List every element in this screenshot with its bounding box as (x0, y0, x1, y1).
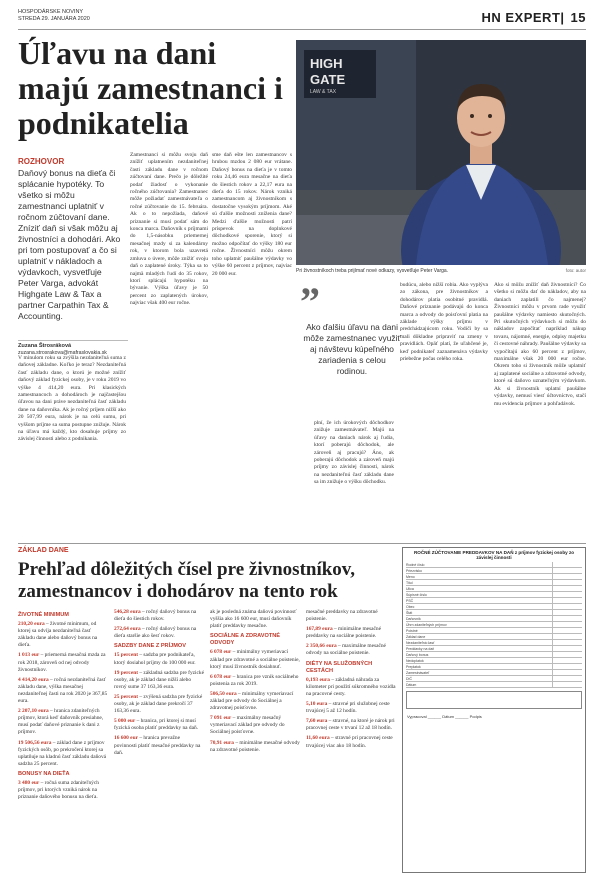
masthead-left (18, 9, 90, 23)
facts-column-4 (306, 609, 396, 871)
fact-item (210, 691, 300, 712)
form-row-field (552, 604, 582, 609)
form-row-label: Základ dane (406, 634, 426, 639)
fact-item (114, 626, 204, 640)
form-signature: Vypracoval ______ Dátum ______ Podpis (407, 713, 482, 719)
fact-text: – ročný daňový bonus na dieťa do šiestich rokov. (114, 609, 197, 623)
facts-heading: ŽIVOTNÉ MINIMUM (18, 612, 69, 618)
fact-text: – základná sadzba pre fyzické osoby, ak je základ dane nižší alebo rovný sume 37 163,36 eura. (114, 669, 204, 690)
form-row-label: DIČ (406, 676, 413, 681)
page-number: 15 (570, 10, 586, 25)
form-row-field (552, 646, 582, 651)
form-row (406, 682, 582, 688)
signature-sign: Podpis (469, 713, 482, 719)
fact-value: 7 091 eur (210, 715, 232, 722)
signature-label: Vypracoval (407, 713, 427, 719)
article-lead: Daňový bonus na dieťa či splácanie hypotéky. To všetko si môžu zamestnanci uplatniť v ročnom zúčtovaní dane. Zníziť daň si však môžu aj živnostníci a dohodári. Ako pri tom postupovať a čo si uplatniť v nákladoch a výdavkoch, vysvetľuje Peter Varga, advokát Highgate Law & Tax a partner Carpathin Tax & Accounting. (18, 168, 121, 321)
fact-text: – životné minimum, od ktorej sa odvíja nezdaniteľná časť základu dane alebo daňový bonus na dieťa. (18, 621, 98, 649)
fact-value: 11,60 eura (306, 735, 330, 742)
form-row-label: PSČ (406, 598, 414, 603)
fact-item (18, 677, 108, 705)
fact-item (306, 718, 396, 732)
fact-item (306, 701, 396, 715)
photo-caption (296, 268, 586, 274)
sign-text-small: LAW & TAX (310, 89, 337, 95)
fact-item (210, 649, 300, 670)
form-row-label: Obec (406, 604, 415, 609)
fact-item (114, 694, 204, 715)
fact-item (114, 718, 204, 732)
article-column-3: sme daň ešte len zamestnancov s hrubou mzdou 2 080 eur vrátane. Daňový bonus na dieťa je v tomto roku 24,46 eura mesačne na dieťa do šiestich rokov a 22,17 eura na dieťa do 15 rokov. Nárok vzniká zamestnancom aj živnostníkom s dostatočne vysokým príjmom. Aké sú ďalšie možnosti zníženia dane? Medzi ďalšie možnosti patrí príspevok na doplnkové dôchodkové sporenie, ktorý si možno odpočítať do výšky 180 eur ročne. Živnostníci môžu okrem toho uplatniť paušálne výdavky vo výške 60 percent z príjmov, najviac 20 000 eur. (212, 152, 292, 277)
fact-text: – stravné, na ktoré je nárok pri pracovnej ceste v trvaní 12 až 18 hodín. (306, 718, 395, 732)
form-row-field (552, 652, 582, 657)
fact-item (306, 626, 396, 640)
form-row-label: Daňový bonus (406, 652, 429, 657)
fact-value: 4 414,20 eura (18, 676, 49, 683)
article-column-6: Ako si môžu znížiť daň živnostníci? Čo všetko si môžu dať do nákladov, aby na daniach zaplatili čo najmenej? Živnostníci môžu v prvom rade využiť paušálne výdavky namiesto skutočných. Pri skutočných výdavkoch si môžu do nákladov započítať napríklad nákup tovaru, nájomné, energie, odpisy majetku či cestovné náhrady. Paušálne výdavky sa vypočítajú ako 60 percent z príjmov, maximálne však 20 000 eur ročne. Okrem toho si živnostník môže uplatniť aj zaplatené sociálne a zdravotné odvody, ktoré sú daňovo uznateľným výdavkom. Ak si živnostník uplatní paušálne výdavky, nemusí viesť účtovníctvo, stačí mu evidencia príjmov a pohľadávok. (494, 282, 586, 407)
form-row-field (552, 622, 582, 627)
fact-value: 546,28 eura (114, 609, 141, 615)
signature-date: Dátum (442, 713, 454, 719)
fact-item (114, 670, 204, 691)
fact-item (18, 740, 108, 768)
byline-email: zuzana.strosrakova@mafraslovakia.sk (18, 350, 107, 356)
fact-text: – sadzba pre podnikateľa, ktorý dosiahol príjmy do 100 000 eur. (114, 652, 196, 666)
form-row-label: Titul (406, 580, 413, 585)
facts-column-1 (18, 609, 108, 871)
facts-heading: DIÉTY NA SLUŽOBNÝCH CESTÁCH (306, 660, 373, 674)
form-row-field (552, 634, 582, 639)
fact-text: – minimálny vymeriavací základ pre odvody do Sociálnej a zdravotnej poisťovne. (210, 690, 294, 712)
fact-text: ak je posledná známa daňová povinnosť vyššia ako 16 600 eur, musí daňovník platiť preddavky mesačne. (210, 609, 297, 630)
sign-text-bottom: GATE (310, 72, 346, 87)
fact-value: 6 078 eur (210, 673, 232, 680)
section-divider (18, 543, 586, 544)
fact-value: 1 013 eur (18, 652, 40, 659)
fact-item (114, 735, 204, 756)
pull-quote: Ako ďalšiu úľavu na dani môže zamestnanec využiť aj návštevu kúpeľného zariadenia s celou rodinou. (303, 322, 401, 376)
form-row-field (552, 598, 582, 603)
form-row-label: Štát (406, 610, 413, 615)
fact-value: 7,60 eura (306, 718, 328, 725)
form-row-field (552, 592, 582, 597)
form-row-label: Preddavky na daň (406, 646, 435, 651)
fact-value: 6 078 eur (210, 649, 232, 656)
form-row-label: Poistné (406, 628, 418, 633)
fact-text: – ročná suma zdaniteľných príjmov, pri ktorých vzniká nárok na priznanie daňového bonusu na dieťa. (18, 779, 99, 801)
form-row-field (552, 682, 582, 687)
fact-item (306, 735, 396, 749)
article-rubric: ROZHOVOR (18, 157, 65, 166)
section-name: HN EXPERT (481, 10, 561, 25)
form-row-label: Zamestnávateľ (406, 670, 430, 675)
form-row-field (552, 562, 582, 567)
form-row-field (552, 586, 582, 591)
fact-value: 5,10 eura (306, 701, 328, 708)
fact-text: – stravné pri služobnej ceste trvajúcej 5 až 12 hodín. (306, 701, 390, 715)
form-row-label: Úhrn zdaniteľných príjmov (406, 622, 447, 627)
fact-text: – priemerná mesačná mzda za rok 2018, zároveň od nej odvody živnostníkov. (18, 652, 106, 673)
sign-text-top: HIGH (310, 56, 343, 71)
article-column-2: Zamestnanci si môžu svoju daň znížiť uplatnením nezdaniteľnej časti základu dane v ročnom zúčtovaní dane. Prečo je dôležité podať žiadosť o vykonanie ročného zúčtovania? Zamestnanec môže požiadať zamestnávateľa o ročné zúčtovanie do 15. februára. Ak o to nepožiada, daňové priznanie si musí podať sám do konca marca. Daňovník s príjmami do 1,5-násobku priemernej mesačnej mzdy si za kalendárny rok, v ktorom bola uzavretá zmluva o úvere, môže znížiť svoju daň o zaplatené úroky. Týka sa to najmä mladých ľudí do 35 rokov, ktorí splácajú hypotéku na bývanie. Výška úľavy je 50 percent zo zaplatených úrokov, najviac však 400 eur ročne. (130, 152, 208, 307)
form-row-label: Preplatok (406, 664, 421, 669)
facts-heading: BONUSY NA DIEŤA (18, 770, 70, 777)
form-row-label: Rodné číslo (406, 562, 425, 567)
form-row-field (552, 616, 582, 621)
form-row-label: Dátum (406, 682, 417, 687)
fact-item (18, 621, 108, 649)
facts-column-3 (210, 609, 300, 871)
fact-text: – hranica pre vznik sociálneho poistenia za rok 2019. (210, 673, 299, 687)
fact-value: 210,20 eura (18, 621, 45, 628)
fact-item (306, 677, 396, 698)
form-row-field (552, 610, 582, 615)
fact-text: – minimálne mesačné odvody na zdravotné poistenie. (210, 739, 300, 753)
paper-name: HOSPODÁRSKE NOVINY (18, 9, 84, 15)
article2-headline: Prehľad dôležitých čísel pre živnostníkov, zamestnancov i dohodárov na tento rok (18, 559, 356, 602)
article-column-4: plní, že ich úrokových dôchodkov znižuje zamestnávateľ. Majú na úľavy na daniach nárok aj ľudia, ktorí poberajú dôchodok, ale zároveň aj pracujú? Áno, ak poberajú dôchodok a zároveň majú príjmy zo závislej činnosti, nárok na nezdaniteľnú časť základu dane sa im znižuje o výšku dôchodku. (314, 420, 394, 486)
byline-author: Zuzana Štrosráková (18, 343, 72, 349)
facts-column-2 (114, 609, 204, 871)
fact-item (306, 643, 396, 657)
fact-item (306, 609, 396, 623)
fact-item (114, 609, 204, 623)
masthead (18, 8, 586, 30)
fact-value: 25 percent (114, 693, 139, 700)
fact-value: 2 350,66 eura (306, 643, 337, 650)
fact-text: – ročný daňový bonus na dieťa staršie ako šesť rokov. (114, 626, 197, 640)
fact-value: 16 600 eur (114, 735, 138, 742)
article-column-1: V minulom roku sa zvýšila nezdaniteľná suma z daňovej základne. Koľko je teraz? Nezdaniteľná časť základu dane, o ktorú je možné znížiť daňový základ fyzickej osoby, je v roku 2019 vo výške 4 414,20 eura. Pri klasických zamestnancoch a dohodároch je najčastejšou úľavou na dani práve nezdaniteľná časť základu dane na daňovníka. Ak je ročný príjem nižší ako 20 507,99 eura, nárok je na celú sumu, pri vyššom príjme sa suma postupne znižuje. Nárok na úľavu má každý, kto dosahuje príjmy zo závislej činnosti alebo z podnikania. (18, 355, 126, 443)
fact-text: – maximálne mesačné odvody na sociálne poistenie. (306, 643, 386, 657)
masthead-separator: | (560, 10, 565, 25)
form-row-label: Daňovník (406, 616, 421, 621)
article2-rubric: ZÁKLAD DANE (18, 547, 69, 554)
fact-value: 506,50 eura (210, 690, 237, 697)
caption-text: Pri živnostníkoch treba prijímať nové odkazy, vysvetľuje Peter Varga. (296, 268, 449, 274)
portrait-photo (296, 40, 586, 265)
form-row-field (552, 580, 582, 585)
fact-item (18, 652, 108, 673)
form-rows (403, 562, 585, 688)
form-row-label: Nedoplatok (406, 658, 424, 663)
fact-text: – minimálne mesačné preddavky na sociálne poistenie. (306, 626, 382, 640)
fact-value: 70,91 eura (210, 739, 234, 746)
fact-item (114, 652, 204, 666)
masthead-right (481, 10, 586, 25)
fact-text: – ročná nezdaniteľná časť základu dane, výška mesačnej nezdaniteľnej časti na rok 2020 je 367,85 eura. (18, 676, 108, 705)
fact-text: – základná náhrada za kilometer pri použití súkromného vozidla na pracovné cesty. (306, 676, 396, 697)
fact-value: 167,89 eura (306, 626, 333, 633)
article-column-5: budúcu, alebo nižší robia. Ako vyplýva zo zákona, pre živnostníkov a dohodárov platia osobitné pravidlá. Daňové priznanie podávajú do konca marca a odvody do poisťovní platia na základe výšky príjmu v predchádzajúcom roku. Vodiči by sa mali dôkladne pripraviť na zmeny v pravidlách. Opäť platí, že uľahčené je, keď podnikateľ zaznamenáva výdavky priebežne počas celého roka. (400, 282, 488, 363)
form-row-field (552, 676, 582, 681)
fact-value: 272,64 eura (114, 626, 141, 633)
facts-heading: SOCIÁLNE A ZDRAVOTNÉ ODVODY (210, 633, 281, 647)
fact-text: – hranica, pri ktorej si musí fyzická osoba platiť preddavky na daň. (114, 718, 199, 732)
fact-value: 19 506,56 eura (18, 739, 52, 746)
form-row-label: Meno (406, 574, 415, 579)
form-row-label: Ulica (406, 586, 414, 591)
form-row-label: Priezvisko (406, 568, 422, 573)
fact-value: 5 000 eur (114, 718, 136, 725)
issue-date: STREDA 29. JANUÁRA 2020 (18, 16, 90, 22)
fact-value: 0,193 eura (306, 676, 330, 683)
form-row-label: Súpisné číslo (406, 592, 427, 597)
fact-item (210, 715, 300, 736)
form-row-field (552, 664, 582, 669)
form-row-field (552, 670, 582, 675)
fact-item (18, 780, 108, 801)
facts-heading: SADZBY DANE Z PRÍJMOV (114, 643, 187, 650)
fact-text: – hranica zdaniteľných príjmov, ktorá keď daňovník presiahne, musí podať daňové priznanie k dani z príjmov. (18, 708, 104, 736)
form-row-label: Nezdaniteľná časť (406, 640, 435, 645)
fact-text: – maximálny mesačný vymeriavací základ pre odvody do Sociálnej poisťovne. (210, 715, 285, 736)
quote-mark-icon: ” (300, 279, 320, 324)
form-row-field (552, 574, 582, 579)
photo-credit: foto: autor (565, 268, 586, 273)
fact-text: – hranica prevažne povinnosti platiť mesačné preddavky na daň. (114, 735, 201, 756)
fact-text: – stravné pri pracovnej ceste trvajúcej viac ako 18 hodín. (306, 735, 393, 749)
fact-value: 15 percent (114, 652, 139, 659)
fact-value: 2 207,10 eura (18, 708, 49, 715)
article-headline: Úľavu na dani majú zamestnanci i podnikatelia (18, 35, 283, 141)
fact-text: – základ dane z príjmov fyzických osôb, po prekročení ktorej sa uplatňuje na kladnú časť základu daňová sadzba 25 percent. (18, 739, 107, 767)
form-row-field (552, 568, 582, 573)
fact-item (18, 708, 108, 736)
fact-item (210, 740, 300, 754)
fact-item (210, 674, 300, 688)
form-title: ROČNÉ ZÚČTOVANIE PREDDAVKOV NA DAŇ z príjmov fyzickej osoby zo závislej činnosti (413, 550, 575, 561)
fact-text: – zvýšená sadzba pre fyzické osoby, ak je základ dane prekročí 37 163,36 eura. (114, 693, 203, 715)
form-row-field (552, 628, 582, 633)
form-row-field (552, 640, 582, 645)
tax-form-image (402, 547, 586, 873)
fact-text: – minimálny vymeriavací základ pre zdravotné a sociálne poistenie, ktorý musí živnostník dosiahnuť. (210, 649, 300, 670)
fact-value: 3 480 eur (18, 779, 40, 786)
form-row-field (552, 658, 582, 663)
fact-item (210, 609, 300, 630)
fact-value: 19 percent (114, 669, 139, 676)
form-box (406, 691, 582, 709)
fact-text: mesačné preddavky na zdravotné poistenie. (306, 609, 378, 623)
